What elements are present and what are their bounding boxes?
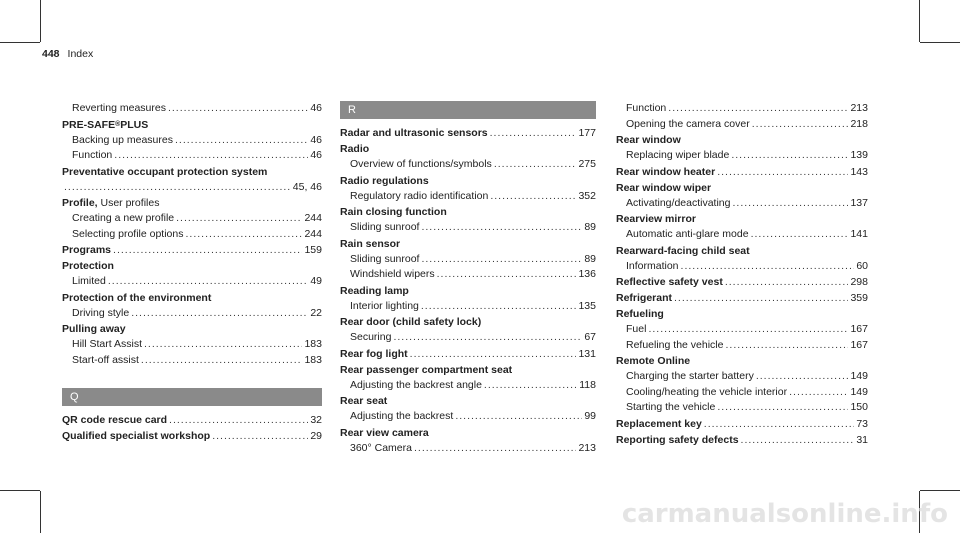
index-column-3 [616, 101, 868, 448]
section-title: Index [67, 48, 94, 60]
dot-leader [455, 409, 582, 425]
entry-label: Opening the camera cover [626, 117, 750, 130]
index-heading [62, 195, 322, 211]
index-heading [616, 243, 868, 259]
page-reference: 159 [304, 244, 322, 256]
index-subentry [340, 252, 596, 268]
entry-label: Fuel [626, 323, 647, 335]
entry-label: Limited [72, 275, 106, 287]
page-reference: 31 [856, 433, 868, 446]
dot-leader [648, 322, 848, 338]
dot-leader [175, 133, 308, 149]
entry-label: Charging the starter battery [626, 370, 754, 382]
dot-leader [168, 101, 308, 117]
dot-leader [494, 157, 577, 173]
entry-see-also: User profiles [97, 197, 160, 209]
index-subentry [62, 101, 322, 117]
index-heading [616, 306, 868, 322]
entry-label: Replacement key [616, 417, 702, 430]
entry-label: Rear window wiper [616, 181, 712, 194]
page-reference: 73 [856, 417, 868, 430]
dot-leader [186, 227, 303, 243]
entry-label: Adjusting the backrest [350, 410, 454, 422]
watermark: carmanualsonline.info [621, 499, 948, 529]
entry-label: Reflective safety vest [616, 276, 723, 288]
index-entries [340, 125, 596, 456]
crop-mark [40, 491, 41, 533]
entry-label: QR code rescue card [62, 414, 168, 426]
page-reference: 67 [584, 331, 596, 343]
index-subentry [616, 400, 868, 416]
page-reference: 136 [578, 268, 596, 280]
entry-label: Reporting safety defects [616, 433, 739, 446]
index-entry [616, 290, 868, 306]
page-reference: 32 [310, 414, 322, 426]
index-subentry [62, 211, 322, 227]
index-heading [616, 180, 868, 196]
page-reference: 137 [850, 196, 868, 209]
index-subentry [340, 220, 596, 236]
index-entry [616, 416, 868, 432]
dot-leader [421, 252, 582, 268]
index-subentry [616, 227, 868, 243]
dot-leader [484, 378, 577, 394]
index-subentry [340, 409, 596, 425]
index-subentry [616, 101, 868, 117]
index-subentry [340, 299, 596, 315]
index-entry [616, 432, 868, 448]
index-subentry [62, 227, 322, 243]
entry-label: Regulatory radio identification [350, 189, 489, 202]
dot-leader [756, 369, 849, 385]
page-reference: 143 [850, 165, 868, 178]
entry-label: Rear fog light [340, 347, 408, 360]
page-reference: 183 [304, 338, 322, 350]
entry-label: Profile, [62, 197, 98, 209]
page-reference: 45, 46 [292, 180, 322, 193]
page-reference: 298 [850, 276, 868, 288]
page-reference: 218 [850, 117, 868, 130]
entry-label: Rear seat [340, 395, 388, 407]
entry-label: 360° Camera [350, 441, 412, 454]
dot-leader [437, 267, 577, 283]
page-reference: 46 [310, 102, 322, 114]
page-reference: 167 [850, 323, 868, 335]
index-heading [340, 236, 596, 252]
page-reference: 99 [584, 410, 596, 422]
index-heading [340, 204, 596, 220]
page-reference: 22 [310, 306, 322, 319]
entry-label: Protection of the environment [62, 291, 212, 304]
entry-label: Preventative occupant protection system [62, 165, 268, 178]
page-reference: 135 [578, 299, 596, 312]
dot-leader [725, 274, 849, 290]
page-reference: 89 [584, 221, 596, 233]
crop-mark [920, 42, 960, 43]
index-column-2 [340, 101, 596, 456]
index-entry [62, 180, 322, 196]
index-subentry [340, 157, 596, 173]
crop-mark [920, 490, 960, 491]
entry-label: Radio regulations [340, 174, 429, 187]
dot-leader [717, 400, 848, 416]
page-reference: 141 [850, 228, 868, 240]
dot-leader [731, 148, 848, 164]
entry-label: Creating a new profile [72, 212, 175, 224]
entry-label: Function [626, 102, 667, 114]
index-heading [62, 117, 322, 133]
entry-label: Securing [350, 331, 392, 343]
entry-label: Rear view camera [340, 426, 429, 439]
entry-label: Sliding sunroof [350, 221, 420, 233]
index-heading [340, 173, 596, 189]
entry-label: Refrigerant [616, 292, 673, 304]
index-entry [62, 428, 322, 444]
index-subentry [340, 378, 596, 394]
index-heading [340, 314, 596, 330]
index-subentry [62, 306, 322, 322]
dot-leader [176, 211, 302, 227]
entry-label: Sliding sunroof [350, 252, 420, 265]
dot-leader [752, 117, 849, 133]
index-heading [340, 141, 596, 157]
index-heading [340, 393, 596, 409]
entry-label: Rear passenger compartment seat [340, 363, 513, 376]
index-entry [340, 125, 596, 141]
page-reference: 60 [856, 259, 868, 272]
entry-label: Starting the vehicle [626, 401, 716, 413]
entry-label: Programs [62, 244, 112, 256]
entry-label: Rear window [616, 134, 681, 146]
entry-label: Radio [340, 143, 370, 155]
index-subentry [616, 369, 868, 385]
registered-mark: ® [115, 120, 121, 128]
page-reference: 244 [304, 227, 322, 240]
dot-leader [704, 416, 855, 432]
entry-label: Protection [62, 260, 114, 272]
crop-mark [40, 0, 41, 42]
dot-leader [114, 148, 308, 164]
section-letter-r: R [340, 101, 596, 119]
page-reference: 183 [304, 353, 322, 366]
crop-mark [919, 0, 920, 42]
index-subentry [340, 189, 596, 205]
index-subentry [340, 441, 596, 457]
dot-leader [144, 337, 302, 353]
page-reference: 118 [579, 378, 596, 391]
dot-leader [169, 412, 308, 428]
entry-label: Driving style [72, 306, 130, 319]
page-number: 448 [42, 48, 60, 60]
entry-label: Activating/deactivating [626, 196, 731, 209]
index-heading [340, 362, 596, 378]
crop-mark [0, 490, 40, 491]
index-subentry [62, 148, 322, 164]
dot-leader [131, 306, 308, 322]
entry-label: Interior lighting [350, 299, 419, 312]
index-subentry [616, 117, 868, 133]
index-subentry [62, 133, 322, 149]
dot-leader [421, 299, 577, 315]
dot-leader [725, 338, 848, 354]
index-subentry [62, 274, 322, 290]
entry-label: Rain closing function [340, 206, 447, 218]
index-subentry [616, 322, 868, 338]
entry-label: Reading lamp [340, 284, 409, 297]
index-entry [340, 346, 596, 362]
crop-mark [0, 42, 40, 43]
page-reference: 352 [578, 189, 596, 202]
entry-label: Windshield wipers [350, 268, 435, 280]
entry-label: Reverting measures [72, 102, 166, 114]
index-entry [616, 274, 868, 290]
entry-label: Adjusting the backrest angle [350, 378, 482, 391]
page-reference: 46 [310, 133, 322, 146]
dot-leader [674, 290, 848, 306]
dot-leader [414, 441, 576, 457]
dot-leader [789, 385, 848, 401]
page-reference: 167 [850, 338, 868, 351]
index-heading [340, 425, 596, 441]
entry-label: Start-off assist [72, 353, 139, 366]
entry-label: Qualified specialist workshop [62, 430, 211, 442]
index-entry [62, 412, 322, 428]
index-subentry [616, 385, 868, 401]
dot-leader [108, 274, 308, 290]
entry-label: Rear window heater [616, 165, 716, 178]
entry-label: Overview of functions/symbols [350, 158, 492, 170]
entry-label: Automatic anti-glare mode [626, 228, 749, 240]
page-reference: 149 [850, 385, 868, 398]
dot-leader [490, 189, 576, 205]
index-heading [616, 132, 868, 148]
dot-leader [421, 220, 582, 236]
index-subentry [616, 338, 868, 354]
dot-leader [141, 353, 303, 369]
dot-leader [741, 432, 855, 448]
page-reference: 46 [310, 149, 322, 161]
index-subentry [340, 267, 596, 283]
index-subentry [616, 196, 868, 212]
entry-label: Pulling away [62, 323, 126, 335]
page-reference: 89 [584, 252, 596, 265]
entry-label: Rain sensor [340, 237, 401, 250]
dot-leader [410, 346, 577, 362]
entry-label-suffix: PLUS [120, 118, 149, 131]
page-reference: 359 [850, 292, 868, 304]
page-reference: 213 [850, 102, 868, 114]
entry-label: Remote Online [616, 355, 691, 367]
entry-label: Radar and ultrasonic sensors [340, 127, 488, 139]
dot-leader [751, 227, 849, 243]
page-reference: 139 [850, 149, 868, 161]
section-letter-q: Q [62, 388, 322, 406]
page-reference: 29 [310, 430, 322, 442]
page-reference: 150 [850, 401, 868, 413]
index-entries [62, 101, 322, 368]
page-reference: 49 [310, 275, 322, 287]
dot-leader [717, 164, 848, 180]
index-heading [62, 258, 322, 274]
dot-leader [681, 259, 855, 275]
dot-leader [490, 125, 577, 141]
dot-leader [212, 428, 308, 444]
page-header [42, 48, 93, 60]
index-entry [62, 242, 322, 258]
index-heading [62, 321, 322, 337]
dot-leader [668, 101, 848, 117]
index-heading [62, 164, 322, 180]
index-column-1 [62, 101, 322, 444]
index-heading [616, 211, 868, 227]
index-heading [62, 290, 322, 306]
entry-label: Information [626, 259, 679, 272]
page-reference: 244 [304, 212, 322, 224]
entry-label: Rear door (child safety lock) [340, 316, 482, 328]
entry-label: Function [72, 149, 113, 161]
entry-label: Cooling/heating the vehicle interior [626, 385, 788, 398]
entry-label: Hill Start Assist [72, 338, 143, 350]
index-entry [616, 164, 868, 180]
index-entries [616, 101, 868, 448]
dot-leader [113, 242, 302, 258]
index-subentry [62, 337, 322, 353]
entry-label: Refueling [616, 308, 664, 320]
entry-label: Selecting profile options [72, 227, 184, 240]
page-reference: 149 [850, 370, 868, 382]
index-entries [62, 412, 322, 444]
entry-label: Refueling the vehicle [626, 338, 724, 351]
entry-label: Replacing wiper blade [626, 149, 730, 161]
index-subentry [616, 148, 868, 164]
dot-leader [393, 330, 582, 346]
index-heading [616, 353, 868, 369]
index-subentry [62, 353, 322, 369]
index-heading [340, 283, 596, 299]
entry-label: Rearview mirror [616, 213, 696, 225]
page-reference: 275 [578, 158, 596, 170]
page-reference: 177 [578, 127, 596, 139]
dot-leader [732, 196, 848, 212]
entry-label: Rearward-facing child seat [616, 244, 750, 257]
entry-label: Backing up measures [72, 133, 173, 146]
entry-label: PRE-SAFE [62, 118, 116, 131]
page-reference: 131 [578, 347, 596, 360]
page-reference: 213 [578, 441, 596, 454]
dot-leader [64, 180, 291, 196]
index-subentry [616, 259, 868, 275]
index-subentry [340, 330, 596, 346]
